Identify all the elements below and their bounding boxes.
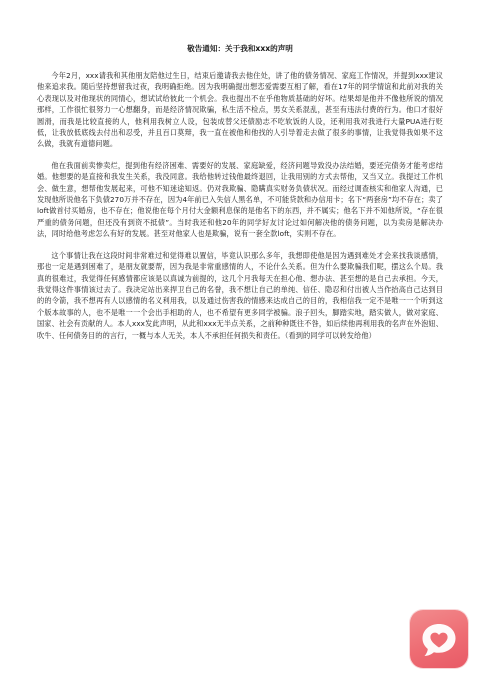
heart-logo-graphic [410,610,468,668]
document-title: 敬告通知：关于我和xxx的声明 [187,44,293,53]
paragraph-1: 今年2月，xxx请我和其他朋友陪他过生日，结束后邀请我去他住处，讲了他的债务情况、家庭工作情况，并提到xxx建议他来追求我。随后坚持想留我过夜，我明确拒绝。因为我明确提出想恋爱需要互相了解，看在17年的同学情谊和此前对我的关心表现以及对他现状的同情心，想试试给彼此一个机会。我也提出不在乎他物质基础的好坏。结果却是他并不像他所说的情况那样，工作很忙很努力一心想翻身，而是经济情况欺骗，私生活不检点，男女关系混乱，甚至有违法付费的行为。他口才很好圆滑，而我是比较直接的人，他利用我树立人设，包装成替父还债励志不吃软饭的人设，还利用我对我进行大量PUA进行贬低，让我放低底线去付出和忍受，并且百口莫辩，我一直在被他和他找的人引导着走去做了很多的事情，让我觉得我如果不这么做，我就有道德问题。 [37,71,443,149]
paragraph-3: 这个事情让我在这段时间非常难过和觉得难以置信，毕竟认识那么多年，我想即使他是因为遇到难处才会来找我谈感情，那也一定是遇到困难了，是朋友就要帮，因为我是非常重感情的人，不论什么关系。但为什么要欺骗我们呢，摆这么个局。我真的很难过，我觉得任何感情都应该是以真诚为前提的，这几个月我每天在担心他、想办法、甚至想的是自己去承担。今天，我觉得这件事情该过去了。我决定站出来捍卫自己的名誉，我不想让自己的单纯、信任、隐忍和付出被人当作抬高自己达到目的的令箭，我不想再有人以感情的名义利用我，以及通过伤害我的情感来达成自己的目的，我相信我一定不是唯一一个听到这个版本故事的人，也不是唯一一个会出手相助的人，也不希望有更多同学被骗。浪子回头，脚踏实地，踏实做人，做对家庭、国家、社会有贡献的人。本人xxx发此声明，从此和xxx无半点关系，之前种种既往不咎，如后续他再利用我的名声在外泡妞、吹牛、任何债务目的的言行，一概与本人无关，本人不承担任何损失和责任。（看到的同学可以转发给他） [37,250,443,340]
heart-chat-logo-icon [410,610,468,668]
paragraph-2: 他在我面前卖惨卖烂，提到他有经济困难、需要好的发展、家庭缺爱，经济问题导致没办法结婚，要还完债务才能考虑结婚。他想要的是直接和我发生关系，我没同意。我给他转过钱他最终退回，让我用别的方式去帮他，又当又立。我提过工作机会、做生意，想帮他发展起来，可他不知迷途知返。仍对我欺骗、隐瞒真实财务负债状况。而经过调查核实和他家人沟通，已发现他所说他名下负债270万并不存在，因为4年前已入失信人黑名单，不可能贷款和办信用卡；名下“两套房”均不存在；卖了loft做首付买婚房，也不存在；他说他在每个月付大金额利息保的是他名下的东西，并不属实；他名下并不知他所说，“存在很严重的债务问题，但还没有到资不抵债”。当时我还和他20年的同学好友讨论过如何解决他的债务问题，以为卖房是解决办法，同时给他考虑怎么有好的发展。甚至对他家人也是欺骗，说有一套全款loft，实则不存在。 [37,160,443,239]
